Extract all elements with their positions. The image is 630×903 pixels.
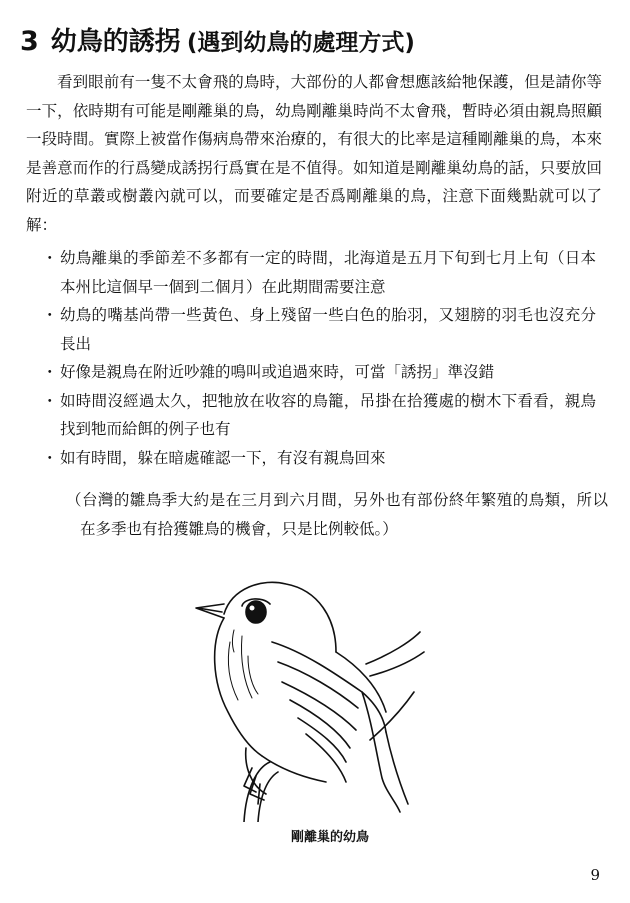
section-heading <box>20 22 620 63</box>
list-item-text: 如時間沒經過太久，把牠放在收容的鳥籠，吊掛在拾獲處的樹木下看看，親鳥找到牠而給餌的例子也有 <box>60 391 596 438</box>
list-item <box>36 387 596 444</box>
checklist <box>36 244 596 472</box>
bullet-marker: ・ <box>42 363 58 381</box>
section-subtitle: (遇到幼鳥的處理方式) <box>186 30 415 56</box>
list-item <box>36 444 596 473</box>
fledgling-bird-illustration-icon <box>186 572 436 822</box>
taiwan-note: （台灣的雛鳥季大約是在三月到六月間，另外也有部份終年繁殖的鳥類，所以在多季也有拾獲雛鳥的機會，只是比例較低。） <box>66 491 608 538</box>
list-item <box>36 244 596 301</box>
list-item-text: 幼鳥的嘴基尚帶一些黃色、身上殘留一些白色的胎羽，又翅膀的羽毛也沒充分長出 <box>60 306 596 353</box>
bullet-marker: ・ <box>42 448 58 467</box>
figure-caption: 剛離巢的幼鳥 <box>290 830 369 845</box>
intro-paragraph: 看到眼前有一隻不太會飛的鳥時，大部份的人都會想應該給牠保護，但是請你等一下，依時期有可能是剛離巢的鳥，幼鳥剛離巢時尚不太會飛，暫時必須由親鳥照顧一段時間。實際上被當作傷病鳥帶來治療的，有很大的比率是這種剛離巢的鳥，本來是善意而作的行爲變成誘拐行爲實在是不值得。如知道是剛離巢幼鳥的話，只要放回附近的草叢或樹叢內就可以，而要確定是否爲剛離巢的鳥，注意下面幾點就可以了解： <box>26 73 602 234</box>
section-title: 幼鳥的誘拐 <box>50 27 181 57</box>
list-item-text: 如有時間，躲在暗處確認一下，有沒有親鳥回來 <box>60 448 386 467</box>
list-item <box>36 301 596 358</box>
section-number: 3 <box>20 26 39 57</box>
bullet-marker: ・ <box>42 391 58 410</box>
list-item-text: 幼鳥離巢的季節差不多都有一定的時間，北海道是五月下旬到七月上旬（日本本州比這個早一個到二個月）在此期間需要注意 <box>60 249 596 296</box>
bullet-marker: ・ <box>42 306 58 324</box>
page-number: 9 <box>590 866 600 884</box>
bullet-marker: ・ <box>42 249 58 267</box>
list-item <box>36 358 596 387</box>
list-item-text: 好像是親鳥在附近吵雜的鳴叫或追過來時，可當「誘拐」準沒錯 <box>60 363 495 381</box>
